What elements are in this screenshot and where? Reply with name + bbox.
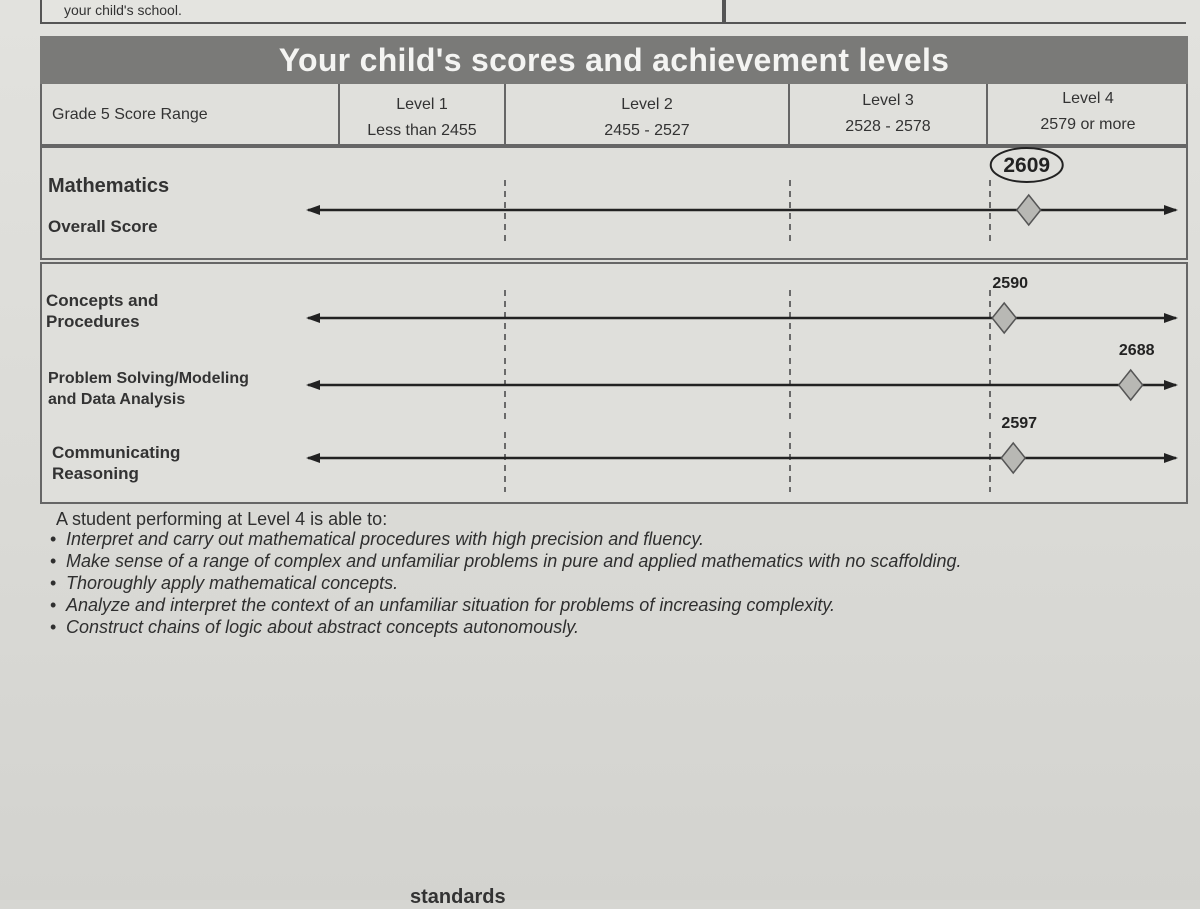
description-bullet — [40, 551, 1180, 573]
bullet-text: Interpret and carry out mathematical procedures with high precision and fluency. — [66, 529, 704, 549]
level-2-name: Level 2 — [621, 96, 673, 113]
bullet-text: Make sense of a range of complex and unfamiliar problems in pure and applied mathematics with no scaffolding. — [66, 551, 962, 571]
level-3-name: Level 3 — [862, 92, 914, 109]
description-bullet — [40, 617, 1180, 639]
overall-score-label: 2609 — [1003, 154, 1051, 177]
description-bullet — [40, 529, 1180, 551]
school-note: your child's school. — [64, 2, 182, 18]
description-bullet — [40, 573, 1180, 595]
overall-score-label: Overall Score — [48, 217, 158, 236]
level-4-name: Level 4 — [1062, 90, 1114, 107]
bullet-text: Thoroughly apply mathematical concepts. — [66, 573, 399, 593]
level-1-range: Less than 2455 — [367, 122, 477, 139]
subject-title: Mathematics — [48, 175, 170, 197]
bullet-icon: • — [50, 529, 57, 549]
score-range-label: Grade 5 Score Range — [52, 106, 208, 123]
bullet-text: Construct chains of logic about abstract concepts autonomously. — [66, 617, 579, 637]
claim-2-score-marker — [1119, 370, 1143, 400]
claim-2-score-label: 2688 — [1118, 342, 1155, 359]
description-intro: A student performing at Level 4 is able to: — [56, 509, 388, 529]
claim-1-label-line1: Concepts and — [46, 291, 159, 310]
level-3-range: 2528 - 2578 — [845, 118, 931, 135]
footer-partial-text: standards — [410, 886, 506, 908]
claim-3-label-line2: Reasoning — [52, 464, 139, 483]
claim-3-score-marker — [1001, 443, 1025, 473]
claim-3-label-line1: Communicating — [52, 443, 181, 462]
claim-1-score-label: 2590 — [992, 275, 1028, 292]
claim-1-label-line2: Procedures — [46, 312, 140, 331]
bullet-icon: • — [50, 573, 57, 593]
level-2-range: 2455 - 2527 — [604, 122, 690, 139]
section-title: Your child's scores and achievement levels — [40, 36, 1188, 84]
description-bullet — [40, 595, 1180, 617]
bullet-icon: • — [50, 595, 57, 615]
level-1-name: Level 1 — [396, 96, 448, 113]
description-list — [40, 529, 1180, 639]
claim-1-score-marker — [992, 303, 1016, 333]
overall-score-marker — [1017, 195, 1041, 225]
level-4-range: 2579 or more — [1040, 116, 1136, 133]
claim-2-label-line1: Problem Solving/Modeling — [48, 370, 249, 387]
claim-3-score-label: 2597 — [1001, 415, 1038, 432]
bullet-icon: • — [50, 617, 57, 637]
claim-2-label-line2: and Data Analysis — [48, 391, 186, 408]
bullet-text: Analyze and interpret the context of an unfamiliar situation for problems of increasing complexity. — [66, 595, 836, 615]
bullet-icon: • — [50, 551, 57, 571]
